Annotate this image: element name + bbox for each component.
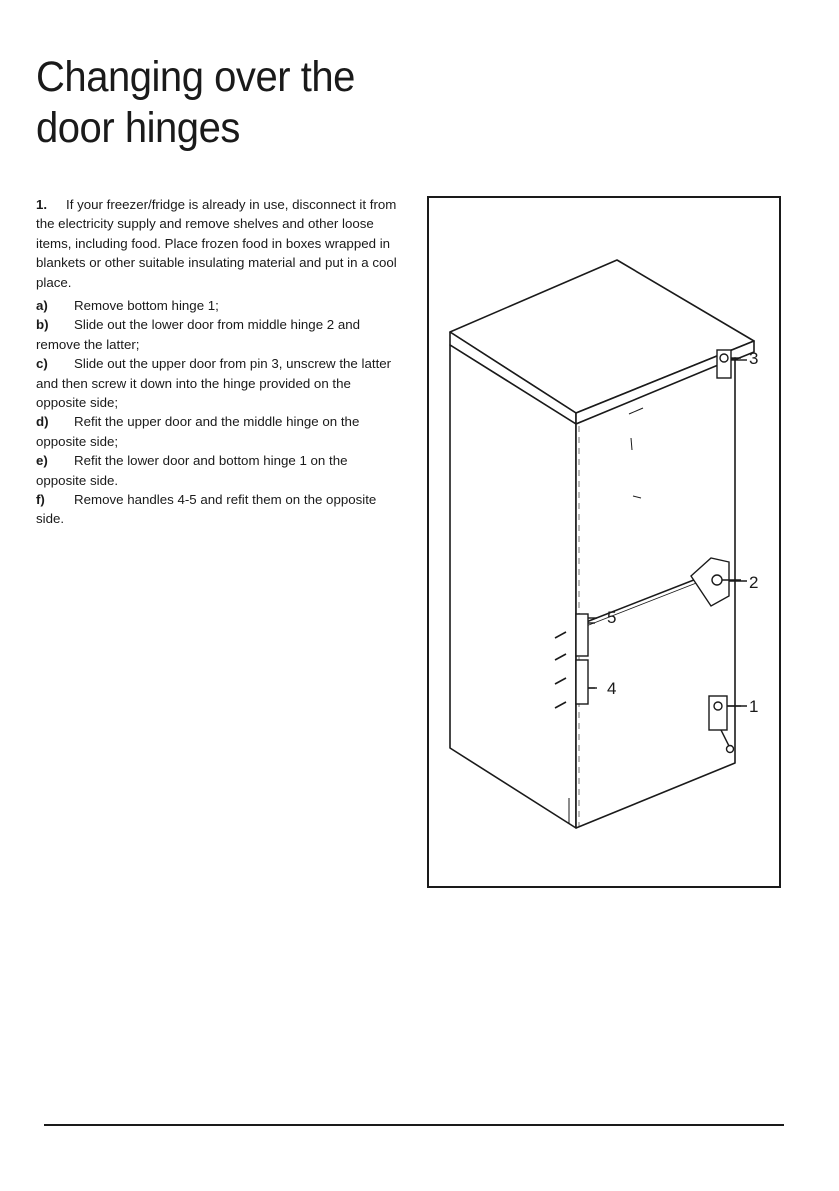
steps-list	[36, 296, 398, 529]
title-line-2: door hinges	[36, 104, 240, 152]
step-text: Remove bottom hinge 1;	[74, 298, 219, 313]
intro-number: 1.	[36, 197, 48, 212]
page-title	[36, 52, 408, 154]
step-item	[36, 451, 398, 490]
title-line-1: Changing over the	[36, 53, 355, 101]
step-letter: a)	[36, 298, 48, 313]
fridge-side-panel	[450, 345, 576, 828]
callout-2: 2	[749, 573, 759, 592]
fridge-diagram	[427, 196, 781, 888]
callout-4: 4	[607, 679, 617, 698]
callout-3: 3	[749, 349, 759, 368]
callout-1: 1	[749, 697, 759, 716]
step-text: Refit the lower door and bottom hinge 1 on the opposite side.	[36, 453, 348, 488]
intro-paragraph	[36, 195, 398, 292]
step-text: Refit the upper door and the middle hinge on the opposite side;	[36, 414, 360, 449]
fridge-drawing	[429, 198, 779, 886]
step-item	[36, 412, 398, 451]
step-item	[36, 354, 398, 412]
step-letter: b)	[36, 317, 49, 333]
step-letter: f)	[36, 492, 45, 508]
step-letter: e)	[36, 453, 48, 469]
step-letter: d)	[36, 414, 49, 430]
step-text: Slide out the upper door from pin 3, unscrew the latter and then screw it down into the hinge provided on the opposite side;	[36, 356, 392, 411]
step-item	[36, 315, 398, 354]
step-letter: c)	[36, 356, 48, 372]
step-item	[36, 296, 398, 315]
step-item	[36, 490, 398, 529]
footer-rule	[44, 1124, 784, 1126]
callout-5: 5	[607, 608, 617, 627]
step-text: Slide out the lower door from middle hinge 2 and remove the latter;	[36, 317, 361, 352]
step-text: Remove handles 4-5 and refit them on the opposite side.	[36, 492, 377, 527]
intro-text: If your freezer/fridge is already in use, disconnect it from the electricity supply and remove shelves and other loose items, including food. Place frozen food in boxes wrapped in blankets or other suitable insulating material and put in a cool place.	[36, 197, 397, 290]
